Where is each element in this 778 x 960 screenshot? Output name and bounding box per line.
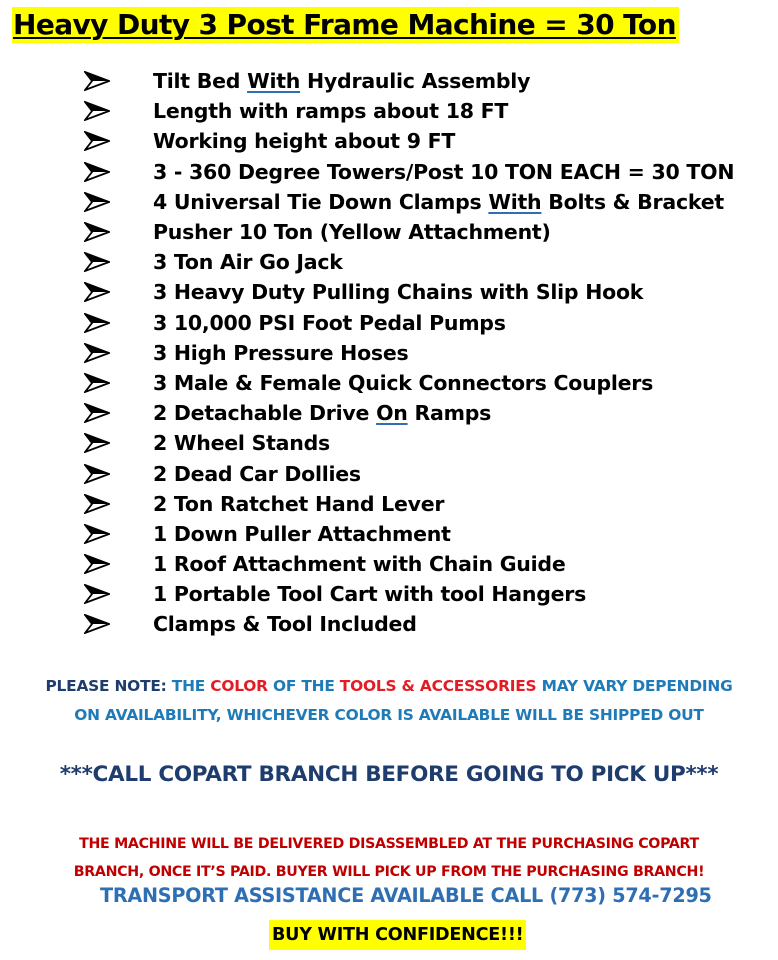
list-item-text	[153, 160, 734, 184]
list-item-text-part: 2 Detachable Drive	[153, 401, 377, 426]
list-item-text-part: Bolts & Bracket	[541, 189, 724, 214]
arrowhead-bullet-icon	[84, 373, 110, 393]
list-item	[84, 247, 734, 277]
list-item-text	[153, 582, 586, 606]
call-branch-notice: ***CALL COPART BRANCH BEFORE GOING TO PICK UP***	[59, 762, 719, 787]
list-item-text-part: 3 Ton Air Go Jack	[153, 250, 343, 275]
list-item-text-part: Hydraulic Assembly	[300, 69, 531, 94]
buy-with-confidence-badge: BUY WITH CONFIDENCE!!!	[269, 920, 526, 950]
list-item	[84, 368, 734, 398]
arrowhead-bullet-icon	[84, 614, 110, 634]
list-item	[84, 66, 734, 96]
feature-list	[84, 66, 734, 640]
list-item-text	[153, 401, 491, 425]
arrowhead-bullet-icon	[84, 71, 110, 91]
delivery-line-1: THE MACHINE WILL BE DELIVERED DISASSEMBLED AT THE PURCHASING COPART	[79, 836, 699, 852]
arrowhead-bullet-icon	[84, 403, 110, 423]
list-item-text-part: 3 High Pressure Hoses	[153, 340, 409, 365]
list-item-text	[153, 612, 417, 636]
color-note-line-2: ON AVAILABILITY, WHICHEVER COLOR IS AVAILABLE WILL BE SHIPPED OUT	[74, 706, 704, 724]
note-text-2: OF THE	[267, 677, 340, 695]
list-item-text-part: Clamps & Tool Included	[153, 612, 417, 637]
transport-assistance: TRANSPORT ASSISTANCE AVAILABLE CALL (773) 574-7295	[100, 884, 712, 907]
list-item-text	[153, 492, 444, 516]
note-color-word: COLOR	[210, 677, 268, 695]
arrowhead-bullet-icon	[84, 433, 110, 453]
list-item-text-part: Working height about 9 FT	[153, 129, 456, 154]
list-item	[84, 609, 734, 639]
arrowhead-bullet-icon	[84, 584, 110, 604]
arrowhead-bullet-icon	[84, 313, 110, 333]
arrowhead-bullet-icon	[84, 192, 110, 212]
list-item-text	[153, 250, 343, 274]
list-item-text	[153, 311, 506, 335]
list-item-text-part: 1 Portable Tool Cart with tool Hangers	[153, 582, 587, 607]
list-item-text-part: 3 - 360 Degree Towers/Post 10 TON EACH = 30 TON	[153, 159, 735, 184]
list-item-text-part: Pusher 10 Ton (Yellow Attachment)	[153, 220, 551, 245]
arrowhead-bullet-icon	[84, 252, 110, 272]
list-item-underlined-word: With	[247, 69, 301, 94]
list-item-text-part: 3 Heavy Duty Pulling Chains with Slip Hook	[153, 280, 644, 305]
list-item-text-part: 3 10,000 PSI Foot Pedal Pumps	[153, 310, 506, 335]
list-item	[84, 549, 734, 579]
list-item-text	[153, 129, 455, 153]
list-item	[84, 217, 734, 247]
list-item	[84, 277, 734, 307]
list-item-text	[153, 371, 653, 395]
arrowhead-bullet-icon	[84, 162, 110, 182]
list-item	[84, 308, 734, 338]
arrowhead-bullet-icon	[84, 101, 110, 121]
note-text-1: THE	[166, 677, 211, 695]
list-item-text	[153, 220, 551, 244]
arrowhead-bullet-icon	[84, 343, 110, 363]
list-item-text	[153, 69, 530, 93]
arrowhead-bullet-icon	[84, 131, 110, 151]
list-item	[84, 458, 734, 488]
list-item-text-part: 2 Ton Ratchet Hand Lever	[153, 491, 445, 516]
list-item-text-part: 1 Down Puller Attachment	[153, 521, 451, 546]
title-block	[12, 7, 679, 43]
list-item-text-part: Tilt Bed	[153, 69, 248, 94]
note-label: PLEASE NOTE:	[45, 677, 167, 695]
list-item-text	[153, 522, 451, 546]
list-item-text-part: 2 Dead Car Dollies	[153, 461, 361, 486]
arrowhead-bullet-icon	[84, 282, 110, 302]
note-tools-word: TOOLS & ACCESSORIES	[339, 677, 537, 695]
list-item-text-part: 3 Male & Female Quick Connectors Couplers	[153, 370, 654, 395]
list-item	[84, 157, 734, 187]
list-item-text-part: Length with ramps about 18 FT	[153, 99, 509, 124]
list-item-text-part: 2 Wheel Stands	[153, 431, 330, 456]
list-item-text	[153, 190, 724, 214]
list-item-text	[153, 99, 508, 123]
arrowhead-bullet-icon	[84, 222, 110, 242]
list-item-underlined-word: With	[488, 189, 542, 214]
list-item-text	[153, 552, 566, 576]
list-item	[84, 126, 734, 156]
page-title: Heavy Duty 3 Post Frame Machine = 30 Ton	[12, 7, 679, 43]
list-item	[84, 96, 734, 126]
arrowhead-bullet-icon	[84, 554, 110, 574]
delivery-notice	[0, 830, 778, 886]
list-item-text	[153, 462, 361, 486]
list-item-text	[153, 431, 330, 455]
list-item	[84, 489, 734, 519]
color-note	[0, 672, 778, 730]
arrowhead-bullet-icon	[84, 464, 110, 484]
list-item-underlined-word: On	[376, 401, 408, 426]
arrowhead-bullet-icon	[84, 524, 110, 544]
list-item	[84, 338, 734, 368]
list-item-text	[153, 341, 408, 365]
list-item-text-part: Ramps	[407, 401, 492, 426]
list-item	[84, 579, 734, 609]
note-text-3: MAY VARY DEPENDING	[536, 677, 733, 695]
list-item-text	[153, 280, 643, 304]
arrowhead-bullet-icon	[84, 494, 110, 514]
list-item	[84, 187, 734, 217]
list-item	[84, 519, 734, 549]
list-item-text-part: 4 Universal Tie Down Clamps	[153, 189, 489, 214]
delivery-line-2: BRANCH, ONCE IT’S PAID. BUYER WILL PICK UP FROM THE PURCHASING BRANCH!	[73, 864, 705, 880]
color-note-line-1	[0, 672, 778, 701]
list-item-text-part: 1 Roof Attachment with Chain Guide	[153, 552, 566, 577]
list-item	[84, 398, 734, 428]
list-item	[84, 428, 734, 458]
